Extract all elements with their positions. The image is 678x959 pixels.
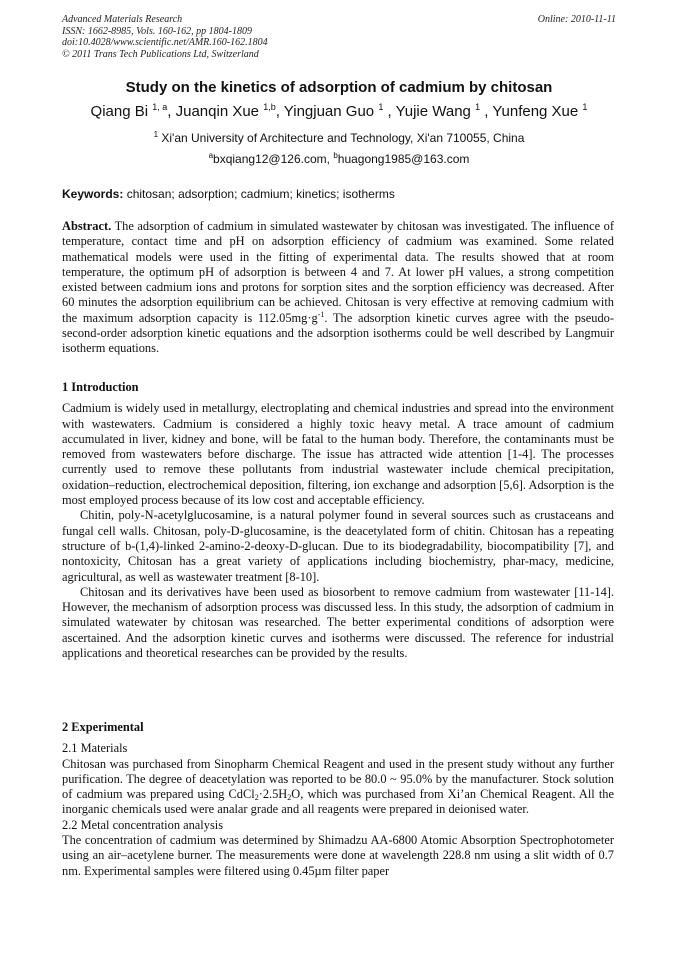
experimental-section xyxy=(62,720,614,879)
online-date: Online: 2010-11-11 xyxy=(537,14,616,25)
section-heading: 2 Experimental xyxy=(62,720,144,734)
email-mark: b xyxy=(333,151,338,160)
keywords xyxy=(62,187,616,202)
author-affil-mark: 1 xyxy=(378,102,384,112)
copyright-line: © 2011 Trans Tech Publications Ltd, Switzerland xyxy=(62,48,259,60)
intro-paragraph-3: Chitosan and its derivatives have been used as biosorbent to remove cadmium from wastewater [11-14]. However, the mechanism of adsorption process was discussed less. In this study, the adsorption of cadmium in simulated watewater by chitosan was researched. The better experimental conditions of adsorption were ascertained. And the adsorption kinetic curves and isotherms were discussed. The reference for industrial applications and theoretical researches can be provided by the results. xyxy=(62,584,614,661)
subsection-heading: 2.1 Materials xyxy=(62,741,128,756)
author-affil-mark: 1, a xyxy=(152,102,168,112)
chem-subscript: 2 xyxy=(287,793,292,803)
email-mark: a xyxy=(208,151,214,160)
analysis-paragraph: The concentration of cadmium was determined by Shimadzu AA-6800 Atomic Absorption Spectrophotometer using an air–acetylene burner. The measurements were done at wavelength 228.8 nm using a slit width of 0.7 nm. Experimental samples were filtered using 0.45µm filter paper xyxy=(62,833,614,878)
author-name: Yujie Wang xyxy=(395,103,471,120)
section-heading: 1 Introduction xyxy=(62,380,139,394)
email-link[interactable]: huagong1985@163.com xyxy=(337,152,470,166)
keywords-text: chitosan; adsorption; cadmium; kinetics; isotherms xyxy=(126,187,395,201)
affiliation-mark: 1 xyxy=(153,130,159,139)
materials-paragraph xyxy=(62,757,614,818)
materials-text: O, which was purchased from Xi’an Chemical Reagent. All the inorganic chemicals used were analar grade and all reagents were prepared in deionised water. xyxy=(62,787,614,817)
subsection-heading: 2.2 Metal concentration analysis xyxy=(62,817,224,832)
intro-paragraph-1: Cadmium is widely used in metallurgy, electroplating and chemical industries and spread into the environment with wastewaters. Cadmium is considered a highly toxic heavy metal. A trace amount of cadmium accumulated in liver, kidney and bone, will be fatal to the human body. Therefore, the contaminants must be removed from wastewaters before discharge. The issue has attracted wide attention [1-4]. The processes currently used to remove these pollutants from industrial wastewater include chemical precipitation, oxidation–reduction, electrochemical deposition, filtering, ion exchange and adsorption [5,6]. Adsorption is the most employed process because of its low cost and acceptable efficiency. xyxy=(62,401,614,508)
author-name: Yingjuan Guo xyxy=(283,103,375,120)
affiliation-text: Xi'an University of Architecture and Technology, Xi'an 710055, China xyxy=(161,131,525,145)
journal-name: Advanced Materials Research xyxy=(62,14,183,25)
doi-line: doi:10.4028/www.scientific.net/AMR.160-162.1804 xyxy=(62,37,268,48)
affiliation xyxy=(40,131,638,146)
intro-paragraph-2: Chitin, poly-N-acetylglucosamine, is a natural polymer found in several sources such as crustaceans and fungal cell walls. Chitosan, poly-D-glucosamine, is the deacetylated form of chitin. Chitosan has a repeating structure of b-(1,4)-linked 2-amino-2-deoxy-D-glucan. Due to its biodegradability, biocompatibility [7], and nontoxicity, Chitosan has a great variety of applications including biochemistry, phar-macy, medicine, agricultural, as well as wastewater treatment [8-10]. xyxy=(62,508,614,584)
author-name: Qiang Bi xyxy=(90,103,149,120)
email-line xyxy=(40,152,638,167)
introduction-section xyxy=(62,380,614,661)
unit-superscript: -1 xyxy=(317,309,325,319)
author-name: Yunfeng Xue xyxy=(492,103,579,120)
abstract-text: . The adsorption kinetic curves agree with the pseudo-second-order adsorption kinetic equations and the adsorption isotherms could be well described by Langmuir isotherm equations. xyxy=(62,310,614,356)
author-affil-mark: 1 xyxy=(475,102,481,112)
author-affil-mark: 1 xyxy=(582,102,588,112)
author-separator: , xyxy=(480,103,493,120)
author-name: Juanqin Xue xyxy=(175,103,260,120)
email-separator: , xyxy=(326,152,334,166)
abstract-paragraph xyxy=(62,219,614,357)
materials-text: Chitosan was purchased from Sinopharm Chemical Reagent and used in the present study without any further purification. The degree of deacetylation was reported to be 80.0 ~ 95.0% by the manufacturer. Stock solution of cadmium was prepared using CdCl xyxy=(62,756,614,802)
author-affil-mark: 1,b xyxy=(263,102,276,112)
paper-title: Study on the kinetics of adsorption of cadmium by chitosan xyxy=(125,79,553,96)
author-separator: , xyxy=(383,103,396,120)
materials-text: ·2.5H xyxy=(258,787,288,802)
chem-subscript: 2 xyxy=(254,793,259,803)
journal-header xyxy=(62,14,616,60)
issn-line: ISSN: 1662-8985, Vols. 160-162, pp 1804-1809 xyxy=(62,25,252,37)
email-link[interactable]: bxqiang12@126.com xyxy=(213,152,327,166)
abstract xyxy=(62,219,614,357)
author-list xyxy=(40,102,638,122)
abstract-label: Abstract. xyxy=(62,219,112,233)
keywords-label: Keywords: xyxy=(62,187,124,201)
author-separator: , xyxy=(275,103,284,120)
author-separator: , xyxy=(167,103,176,120)
abstract-text: The adsorption of cadmium in simulated wastewater by chitosan was investigated. The influence of temperature, contact time and pH on adsorption efficiency of cadmium was examined. Some related mathematical models were used in the fitting of experimental data. The results showed that at room temperature, the optimum pH of adsorption is between 4 and 7. At lower pH values, a strong competition existed between cadmium ions and protons for sorption sites and the sorption efficiency was decreased. After 60 minutes the adsorption equilibrium can be achieved. Chitosan is very effective at removing cadmium with the maximum adsorption capacity is 112.05mg·g xyxy=(62,219,614,325)
